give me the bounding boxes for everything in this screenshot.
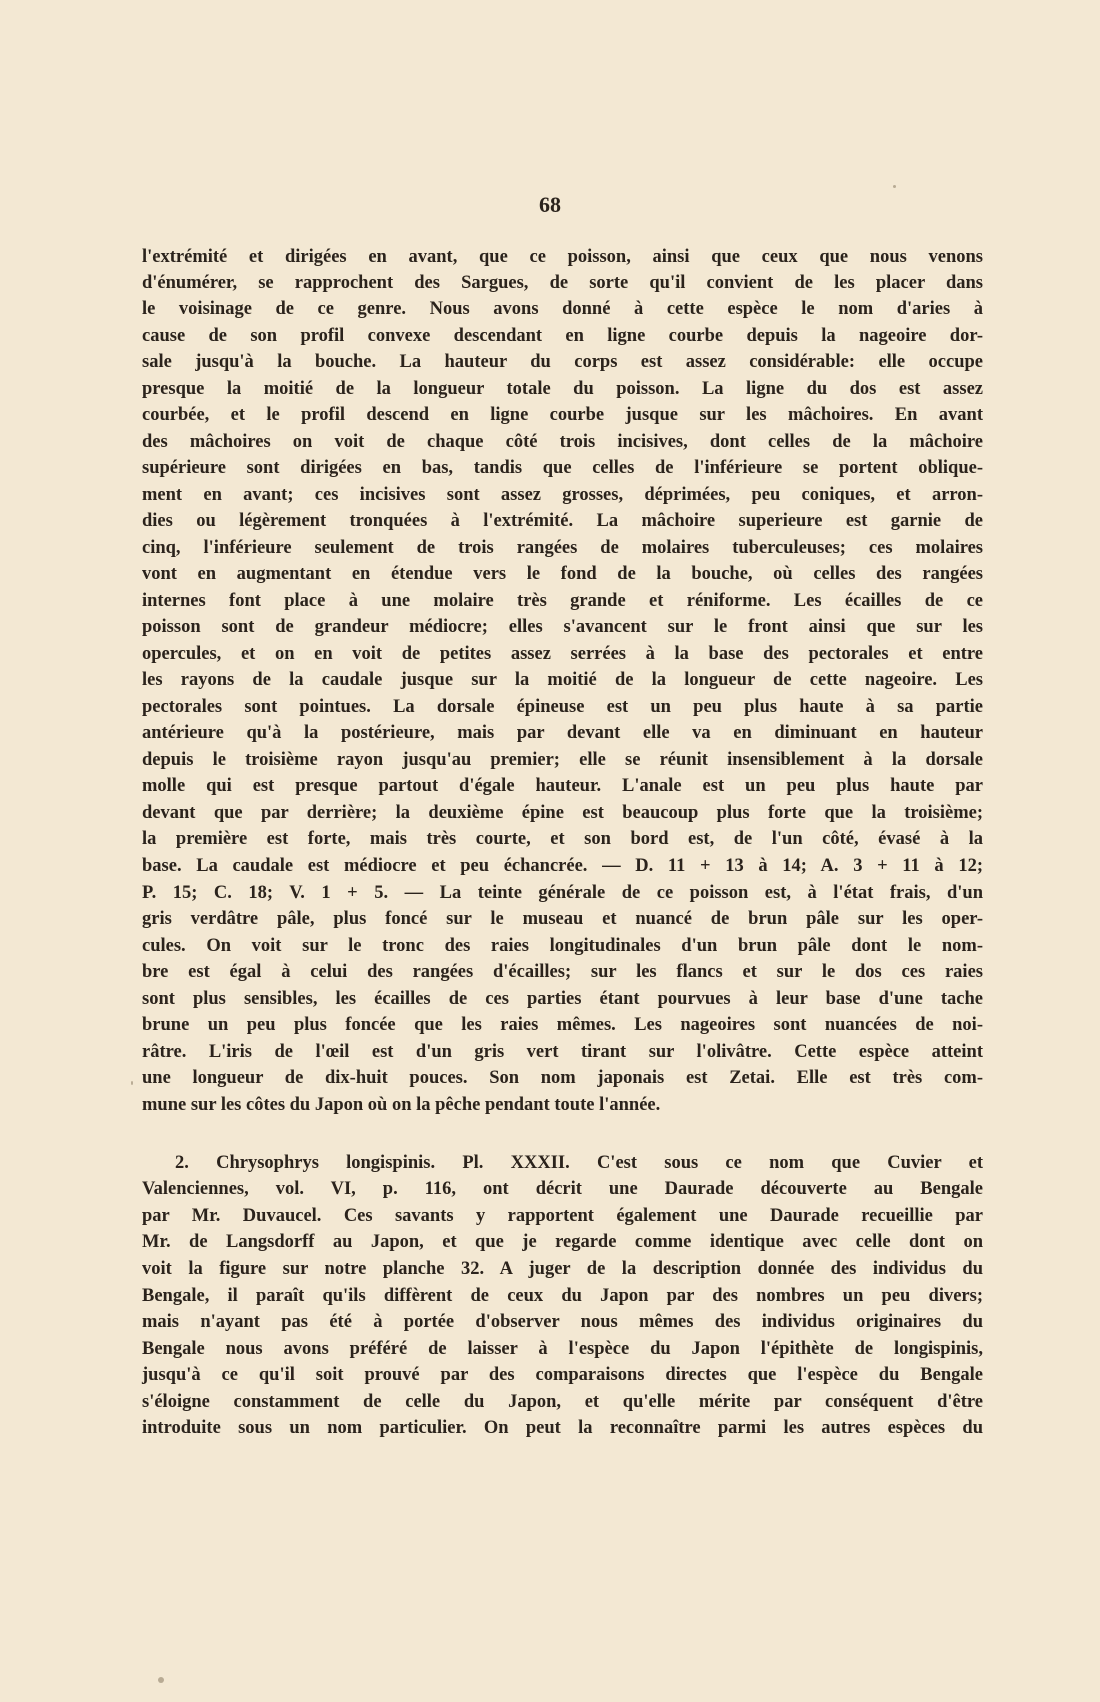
- text-line: poisson sont de grandeur médiocre; elles s'avancent sur le front ainsi que sur les: [142, 617, 983, 637]
- text-line: sale jusqu'à la bouche. La hauteur du corps est assez considérable: elle occupe: [142, 352, 983, 372]
- paper-speck: [893, 185, 896, 188]
- text-line: par Mr. Duvaucel. Ces savants y rapportent également une Daurade recueillie par: [142, 1206, 983, 1226]
- paper-speck: [131, 1081, 133, 1085]
- text-line: Mr. de Langsdorff au Japon, et que je regarde comme identique avec celle dont on: [142, 1232, 983, 1252]
- text-line: devant que par derrière; la deuxième épine est beaucoup plus forte que la troisième;: [142, 803, 983, 823]
- text-line: cinq, l'inférieure seulement de trois rangées de molaires tuberculeuses; ces molaires: [142, 538, 983, 558]
- text-line: des mâchoires on voit de chaque côté trois incisives, dont celles de la mâchoire: [142, 432, 983, 452]
- text-line: voit la figure sur notre planche 32. A juger de la description donnée des individus du: [142, 1259, 983, 1279]
- text-line: introduite sous un nom particulier. On peut la reconnaître parmi les autres espèces du: [142, 1418, 983, 1438]
- text-line: brune un peu plus foncée que les raies mêmes. Les nageoires sont nuancées de noi-: [142, 1015, 983, 1035]
- text-line: base. La caudale est médiocre et peu échancrée. — D. 11 + 13 à 14; A. 3 + 11 à 12;: [142, 856, 983, 876]
- text-line: internes font place à une molaire très grande et réniforme. Les écailles de ce: [142, 591, 983, 611]
- text-line: la première est forte, mais très courte, et son bord est, de l'un côté, évasé à la: [142, 829, 983, 849]
- text-line: cules. On voit sur le tronc des raies longitudinales d'un brun pâle dont le nom-: [142, 936, 983, 956]
- text-line: depuis le troisième rayon jusqu'au premier; elle se réunit insensiblement à la dorsale: [142, 750, 983, 770]
- text-line: bre est égal à celui des rangées d'écailles; sur les flancs et sur le dos ces raies: [142, 962, 983, 982]
- text-line: opercules, et on en voit de petites assez serrées à la base des pectorales et entre: [142, 644, 983, 664]
- text-line: dies ou légèrement tronquées à l'extrémité. La mâchoire superieure est garnie de: [142, 511, 983, 531]
- text-line: Bengale nous avons préféré de laisser à l'espèce du Japon l'épithète de longispinis,: [142, 1339, 983, 1359]
- text-line: supérieure sont dirigées en bas, tandis que celles de l'inférieure se portent oblique-: [142, 458, 983, 478]
- text-line: s'éloigne constamment de celle du Japon, et qu'elle mérite par conséquent d'être: [142, 1392, 983, 1412]
- text-line: courbée, et le profil descend en ligne courbe jusque sur les mâchoires. En avant: [142, 405, 983, 425]
- text-line: Valenciennes, vol. VI, p. 116, ont décrit une Daurade découverte au Bengale: [142, 1179, 983, 1199]
- text-line: d'énumérer, se rapprochent des Sargues, de sorte qu'il convient de les placer dans: [142, 273, 983, 293]
- text-line: P. 15; C. 18; V. 1 + 5. — La teinte générale de ce poisson est, à l'état frais, d'un: [142, 883, 983, 903]
- text-line: 2. Chrysophrys longispinis. Pl. XXXII. C'est sous ce nom que Cuvier et: [175, 1153, 983, 1173]
- text-line: une longueur de dix-huit pouces. Son nom japonais est Zetai. Elle est très com-: [142, 1068, 983, 1088]
- text-line: jusqu'à ce qu'il soit prouvé par des comparaisons directes que l'espèce du Bengale: [142, 1365, 983, 1385]
- text-line: mune sur les côtes du Japon où on la pêche pendant toute l'année.: [142, 1095, 661, 1115]
- text-line: l'extrémité et dirigées en avant, que ce poisson, ainsi que ceux que nous venons: [142, 247, 983, 267]
- text-line: antérieure qu'à la postérieure, mais par devant elle va en diminuant en hauteur: [142, 723, 983, 743]
- text-line: mais n'ayant pas été à portée d'observer nous mêmes des individus originaires du: [142, 1312, 983, 1332]
- text-line: les rayons de la caudale jusque sur la moitié de la longueur de cette nageoire. Les: [142, 670, 983, 690]
- text-line: pectorales sont pointues. La dorsale épineuse est un peu plus haute à sa partie: [142, 697, 983, 717]
- page-number: 68: [539, 192, 561, 217]
- text-line: vont en augmentant en étendue vers le fond de la bouche, où celles des rangées: [142, 564, 983, 584]
- text-line: presque la moitié de la longueur totale du poisson. La ligne du dos est assez: [142, 379, 983, 399]
- text-line: gris verdâtre pâle, plus foncé sur le museau et nuancé de brun pâle sur les oper-: [142, 909, 983, 929]
- text-line: le voisinage de ce genre. Nous avons donné à cette espèce le nom d'aries à: [142, 299, 983, 319]
- text-line: molle qui est presque partout d'égale hauteur. L'anale est un peu plus haute par: [142, 776, 983, 796]
- text-line: sont plus sensibles, les écailles de ces parties étant pourvues à leur base d'une tache: [142, 989, 983, 1009]
- text-line: râtre. L'iris de l'œil est d'un gris vert tirant sur l'olivâtre. Cette espèce atteint: [142, 1042, 983, 1062]
- text-line: cause de son profil convexe descendant en ligne courbe depuis la nageoire dor-: [142, 326, 983, 346]
- paper-speck: [158, 1677, 164, 1683]
- text-line: ment en avant; ces incisives sont assez grosses, déprimées, peu coniques, et arron-: [142, 485, 983, 505]
- text-line: Bengale, il paraît qu'ils diffèrent de ceux du Japon par des nombres un peu divers;: [142, 1286, 983, 1306]
